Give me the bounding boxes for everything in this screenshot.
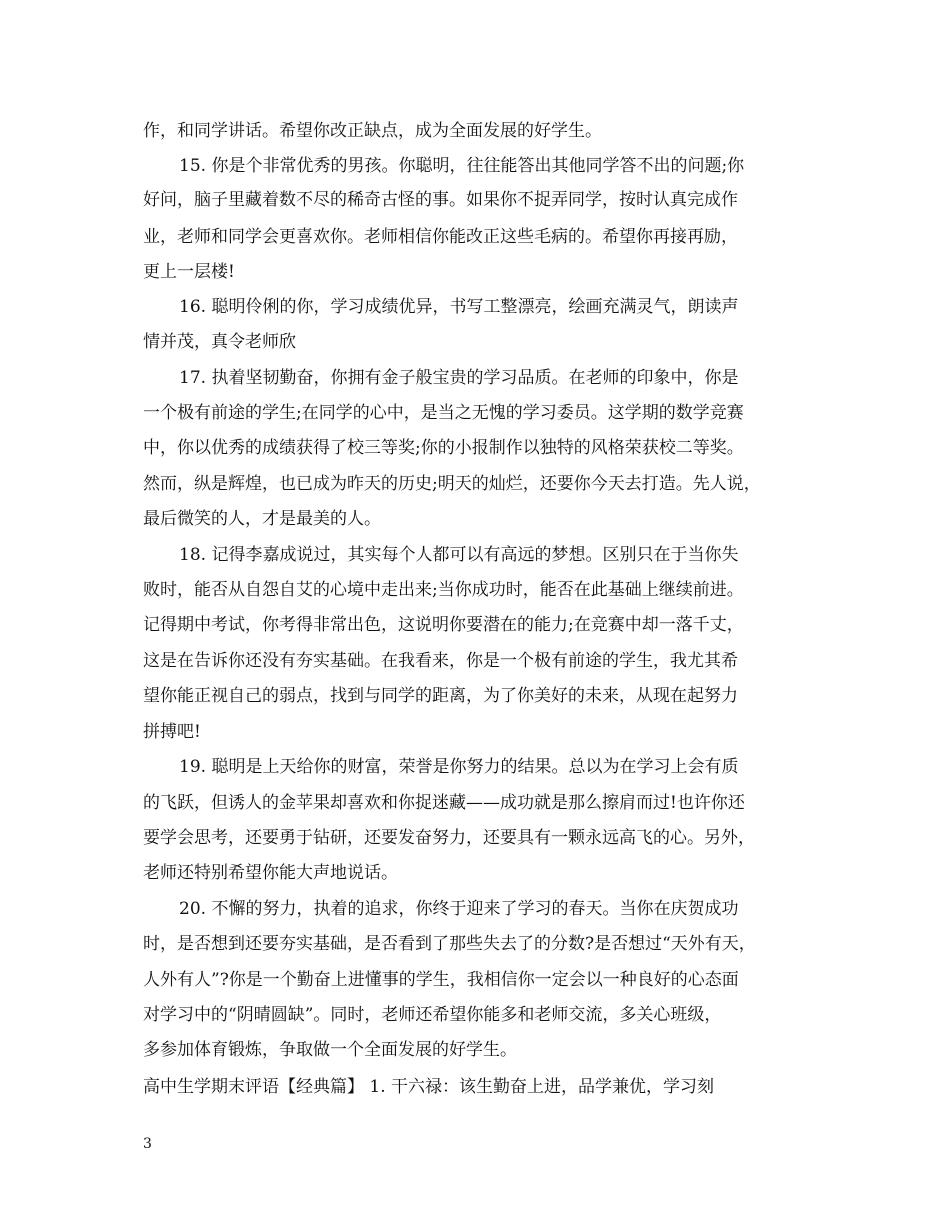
text-line: 高中生学期末评语【经典篇】 1. 干六禄：该生勤奋上进，品学兼优，学习刻: [143, 1077, 715, 1097]
text-line: 好问，脑子里藏着数不尽的稀奇古怪的事。如果你不捉弄同学，按时认真完成作: [143, 190, 738, 210]
text-line: 这是在告诉你还没有夯实基础。在我看来，你是一个极有前途的学生，我尤其希: [143, 651, 738, 671]
text-line: 的飞跃，但诱人的金苹果却喜欢和你捉迷藏——成功就是那么擦肩而过!也许你还: [143, 793, 745, 813]
text-line: 更上一层楼!: [143, 262, 235, 282]
text-line: 最后微笑的人，才是最美的人。: [143, 509, 381, 529]
text-line: 败时，能否从自怨自艾的心境中走出来;当你成功时，能否在此基础上继续前进。: [143, 580, 744, 600]
text-line: 中，你以优秀的成绩获得了校三等奖;你的小报制作以独特的风格荣获校二等奖。: [143, 438, 744, 458]
text-line: 记得期中考试，你考得非常出色，这说明你要潜在的能力;在竞赛中却一落千丈，: [143, 615, 744, 635]
text-line: 望你能正视自己的弱点，找到与同学的距离，为了你美好的未来，从现在起努力: [143, 686, 738, 706]
text-line: 老师还特别希望你能大声地说话。: [143, 863, 398, 883]
text-line: 要学会思考，还要勇于钻研，还要发奋努力，还要具有一颗永远高飞的心。另外，: [143, 828, 755, 848]
text-line: 拼搏吧!: [143, 722, 201, 742]
page-number: 3: [143, 1136, 152, 1152]
text-line: 然而，纵是辉煌，也已成为昨天的历史;明天的灿烂，还要你今天去打造。先人说，: [143, 474, 761, 494]
text-line: 一个极有前途的学生;在同学的心中，是当之无愧的学习委员。这学期的数学竞赛: [143, 403, 744, 423]
text-line: 20. 不懈的努力，执着的追求，你终于迎来了学习的春天。当你在庆贺成功: [179, 899, 739, 919]
text-line: 对学习中的“阴晴圆缺”。同时，老师还希望你能多和老师交流，多关心班级，: [143, 1005, 722, 1025]
text-line: 15. 你是个非常优秀的男孩。你聪明，往往能答出其他同学答不出的问题;你: [179, 156, 745, 176]
text-line: 情并茂，真令老师欣: [143, 332, 296, 352]
text-line: 时，是否想到还要夯实基础，是否看到了那些失去了的分数?是否想过“天外有天，: [143, 934, 756, 954]
text-line: 业，老师和同学会更喜欢你。老师相信你能改正这些毛病的。希望你再接再励，: [143, 227, 738, 247]
text-line: 18. 记得李嘉成说过，其实每个人都可以有高远的梦想。区别只在于当你失: [179, 545, 739, 565]
text-line: 16. 聪明伶俐的你，学习成绩优异，书写工整漂亮，绘画充满灵气，朗读声: [179, 297, 739, 317]
text-line: 作，和同学讲话。希望你改正缺点，成为全面发展的好学生。: [143, 121, 602, 141]
text-line: 19. 聪明是上天给你的财富，荣誉是你努力的结果。总以为在学习上会有质: [179, 757, 739, 777]
text-line: 多参加体育锻炼，争取做一个全面发展的好学生。: [143, 1040, 517, 1060]
text-line: 17. 执着坚韧勤奋，你拥有金子般宝贵的学习品质。在老师的印象中，你是: [179, 368, 739, 388]
text-line: 人外有人”?你是一个勤奋上进懂事的学生，我相信你一定会以一种良好的心态面: [143, 970, 739, 990]
